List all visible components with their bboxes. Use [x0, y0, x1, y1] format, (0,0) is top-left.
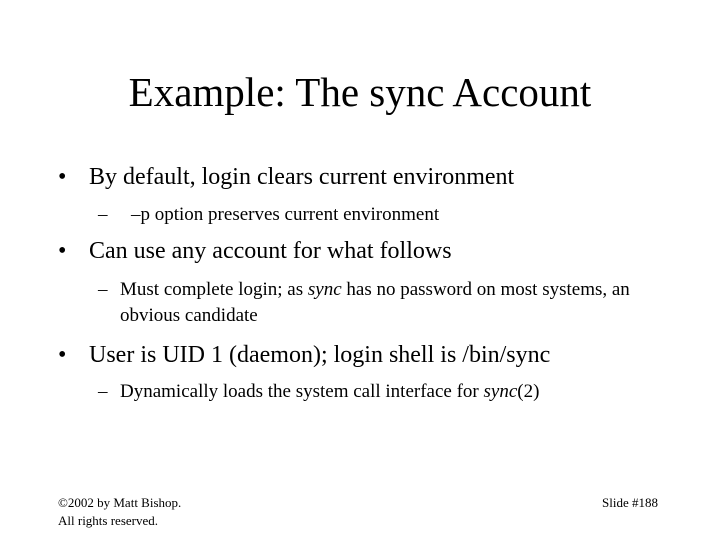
sub-bullet-dash: –: [98, 204, 108, 225]
sub-bullet-dash: –: [98, 279, 108, 300]
sub-bullet-italic-term: sync: [307, 279, 342, 300]
slide-title: Example: The sync Account: [128, 69, 592, 115]
sub-bullet-italic-term: sync: [483, 381, 518, 402]
footer-slide-number: Slide #188: [602, 495, 658, 510]
bullet-text: Can use any account for what follows: [89, 238, 452, 264]
sub-bullet-text-part: Dynamically loads the system call interface for: [120, 381, 484, 402]
bullet-dot: •: [58, 238, 67, 264]
bullet-text: User is UID 1 (daemon); login shell is /bin/sync: [89, 342, 551, 368]
bullet-text: By default, login clears current environment: [89, 164, 515, 190]
bullet-dot: •: [58, 164, 67, 190]
footer-copyright-line: All rights reserved.: [58, 513, 159, 528]
sub-bullet-text-part: (2): [517, 381, 540, 402]
footer-copyright-line: ©2002 by Matt Bishop.: [58, 495, 182, 510]
bullet-dot: •: [58, 342, 67, 368]
sub-bullet-text: [120, 379, 668, 405]
footer-copyright: [58, 494, 181, 530]
sub-bullet-text: –p option preserves current environment: [131, 204, 440, 225]
sub-bullet-dash: –: [98, 381, 108, 402]
sub-bullet-text: [120, 277, 668, 329]
sub-bullet-text-part: Must complete login; as: [120, 279, 308, 300]
sub-bullet-text-part: has no password on most systems, an obvious candidate: [120, 279, 630, 326]
